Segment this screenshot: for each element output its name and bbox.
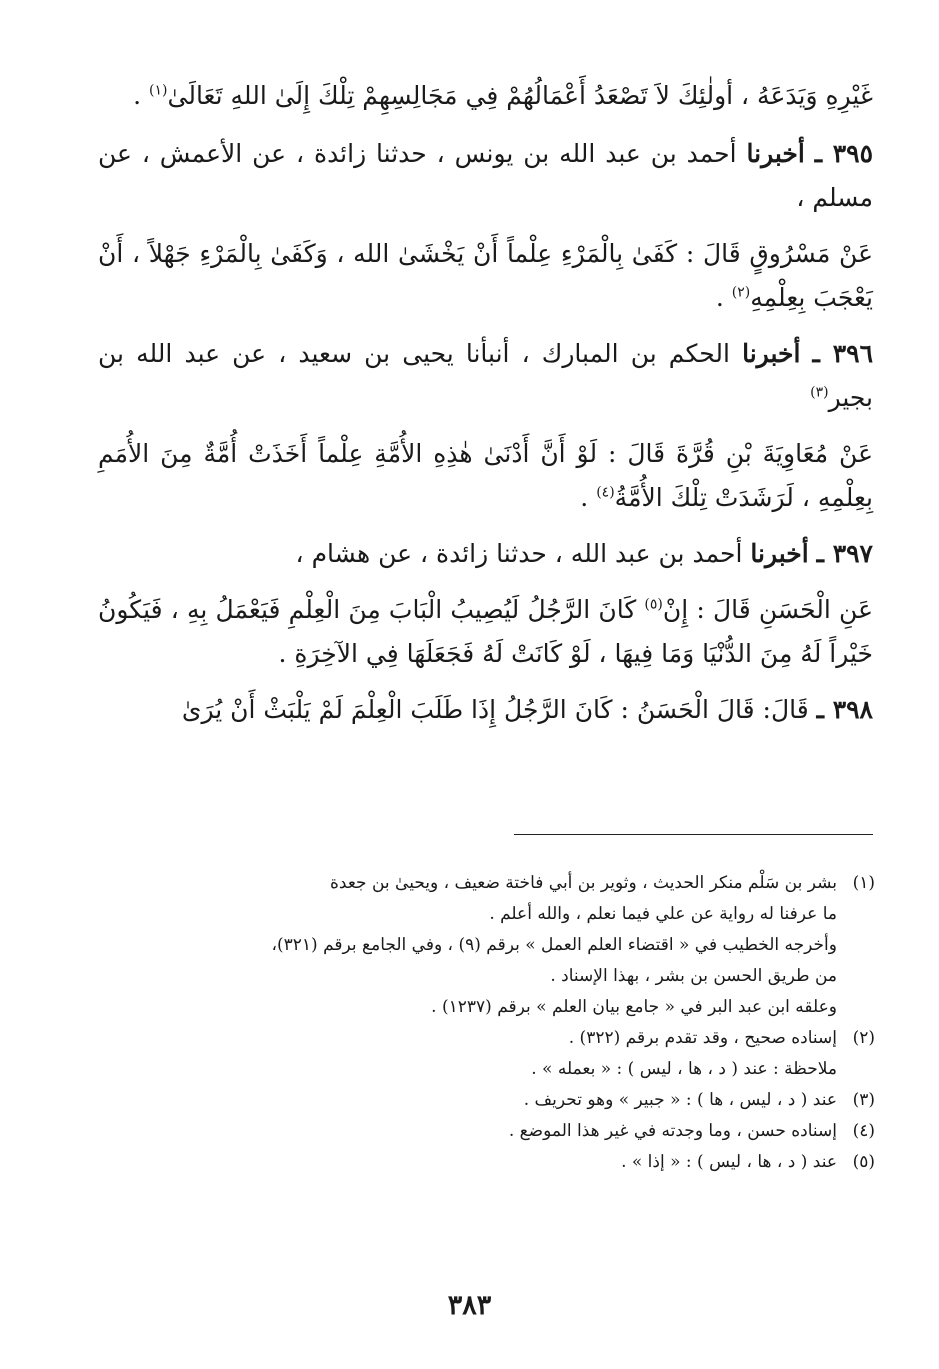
footnote-separator [514, 834, 873, 835]
hadith-number: ٣٩٥ ـ [814, 139, 874, 168]
isnad-text: أحمد بن عبد الله ، حدثنا زائدة ، عن هشام ، [295, 539, 743, 568]
footnote-line: بشر بن سَلْم منكر الحديث ، وثوير بن أبي فاختة ضعيف ، ويحيىٰ بن جعدة [330, 873, 837, 893]
isnad-text: الحكم بن المبارك ، أنبأنا يحيى بن سعيد ، عن عبد الله بن بجير [98, 339, 873, 412]
hadith-398 [98, 688, 873, 732]
isnad-text: أحمد بن عبد الله بن يونس ، حدثنا زائدة ، عن الأعمش ، عن مسلم ، [98, 139, 873, 212]
hadith-396-isnad [98, 332, 873, 420]
footnote-number: (٢) [852, 1028, 875, 1048]
matn-text-b: كَانَ الرَّجُلُ لَيُصِيبُ الْبَابَ مِنَ الْعِلْمِ فَيَعْمَلُ بِهِ ، فَيَكُونُ خَيْراً لَهُ مِنَ الدُّنْيَا وَمَا فِيهَا ، لَوْ كَانَتْ لَهُ فَجَعَلَهَا فِي الآخِرَةِ . [98, 595, 873, 668]
footnote-line: عند ( د ، ها ، ليس ) : « إذا » . [621, 1152, 837, 1172]
footnote-ref: (٢) [731, 284, 751, 301]
page-number: ٣٨٣ [447, 1290, 492, 1321]
paragraph-text: غَيْرِهِ وَيَدَعَهُ ، أولٰئِكَ لاَ تَصْعَدُ أَعْمَالُهُمْ فِي مَجَالِسِهِمْ تِلْكَ إِلَىٰ اللهِ تَعَالَىٰ [167, 81, 873, 110]
footnote-ref: (٤) [596, 484, 615, 501]
footnote-ref: (٥) [644, 596, 663, 613]
footnote-ref: (٣) [810, 384, 829, 401]
period: . [580, 483, 597, 512]
hadith-number: ٣٩٨ ـ [816, 695, 873, 724]
matn-text: عَنْ مُعَاوِيَةَ بْنِ قُرَّةَ قَالَ : لَوْ أَنَّ أَدْنَىٰ هٰذِهِ الأُمَّةِ عِلْماً أَخَذَتْ أُمَّةٌ مِنَ الأُمَمِ بِعِلْمِهِ ، لَرَشَدَتْ تِلْكَ الأُمَّةُ [98, 439, 873, 512]
hadith-number: ٣٩٦ ـ [812, 339, 874, 368]
hadith-395-isnad [98, 132, 873, 220]
footnote-line: إسناده صحيح ، وقد تقدم برقم (٣٢٢) . [568, 1028, 837, 1048]
footnotes [100, 868, 875, 1178]
hadith-397-matn [98, 588, 873, 676]
footnote-line: من طريق الحسن بن بشر ، بهذا الإسناد . [550, 966, 837, 986]
footnote-number: (٥) [852, 1152, 875, 1172]
period: . [715, 283, 732, 312]
footnote [100, 868, 875, 1023]
footnote-line: ما عرفنا له رواية عن علي فيما نعلم ، والله أعلم . [489, 904, 837, 924]
continuation-paragraph [98, 74, 873, 118]
period: . [133, 81, 150, 110]
footnote-line: وأخرجه الخطيب في « اقتضاء العلم العمل » برقم (٩) ، وفي الجامع برقم (٣٢١)، [271, 935, 837, 955]
hadith-text: قَالَ: قَالَ الْحَسَنُ : كَانَ الرَّجُلُ إِذَا طَلَبَ الْعِلْمَ لَمْ يَلْبَثْ أَنْ يُرَىٰ [181, 695, 809, 724]
matn-text-a: عَنِ الْحَسَنِ قَالَ : إِنْ [662, 595, 873, 624]
footnote-line: وعلقه ابن عبد البر في « جامع بيان العلم » برقم (١٢٣٧) . [431, 997, 837, 1017]
footnote-number: (٤) [852, 1121, 875, 1141]
footnote-number: (٣) [852, 1090, 875, 1110]
footnote [100, 1147, 875, 1178]
footnote [100, 1085, 875, 1116]
footnote-line: عند ( د ، ليس ، ها ) : « جبير » وهو تحريف . [523, 1090, 837, 1110]
footnote-line: إسناده حسن ، وما وجدته في غير هذا الموضع . [508, 1121, 837, 1141]
footnote-line: ملاحظة : عند ( د ، ها ، ليس ) : « بعمله » . [531, 1059, 837, 1079]
hadith-395-matn [98, 232, 873, 320]
akhbarna-label: أخبرنا [746, 139, 805, 168]
footnote [100, 1116, 875, 1147]
hadith-number: ٣٩٧ ـ [816, 539, 873, 568]
hadith-396-matn [98, 432, 873, 520]
akhbarna-label: أخبرنا [742, 339, 801, 368]
footnote-ref: (١) [149, 82, 168, 99]
footnote [100, 1023, 875, 1085]
hadith-397-isnad [98, 532, 873, 576]
footnote-number: (١) [852, 873, 875, 893]
matn-text: عَنْ مَسْرُوقٍ قَالَ : كَفَىٰ بِالْمَرْءِ عِلْماً أَنْ يَخْشَىٰ الله ، وَكَفَىٰ بِالْمَرْءِ جَهْلاً ، أَنْ يَعْجَبَ بِعِلْمِهِ [98, 239, 873, 312]
akhbarna-label: أخبرنا [750, 539, 809, 568]
main-text [98, 74, 873, 744]
